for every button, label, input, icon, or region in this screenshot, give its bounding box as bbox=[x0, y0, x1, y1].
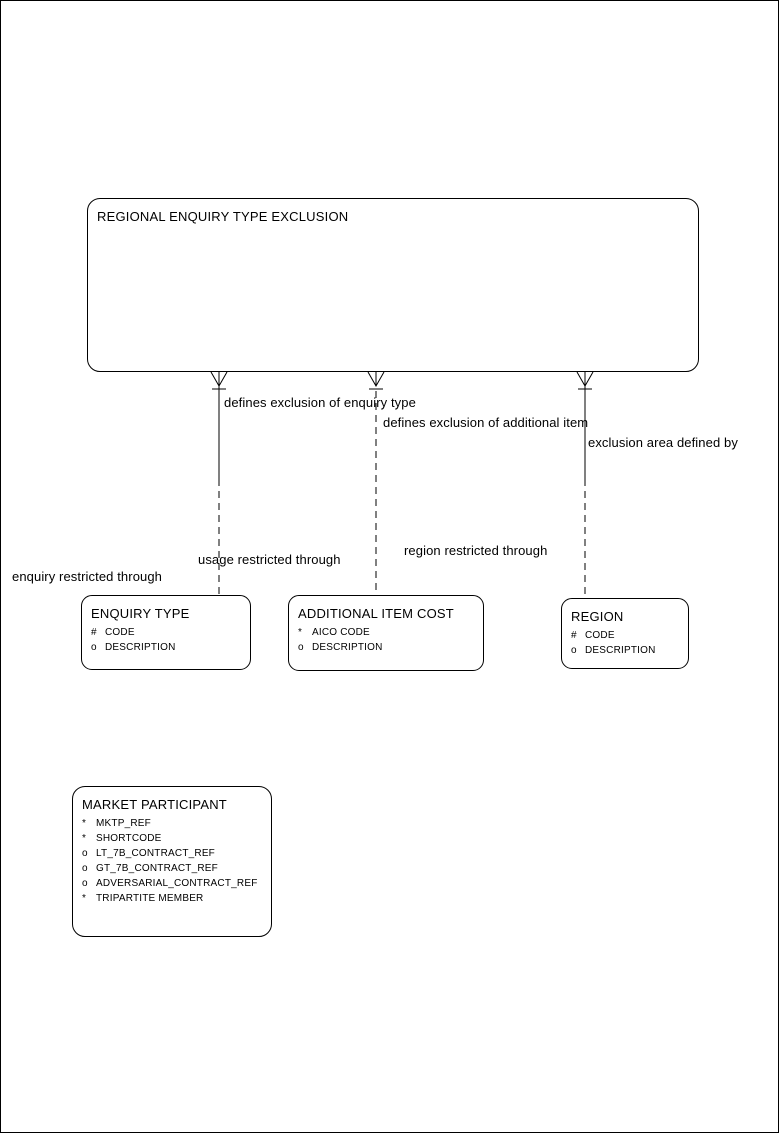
entity-enquiry-type[interactable] bbox=[81, 595, 251, 670]
attribute-row bbox=[571, 628, 688, 643]
entity-title: ADDITIONAL ITEM COST bbox=[298, 606, 454, 621]
attribute-name: AICO CODE bbox=[312, 627, 370, 638]
attribute-prefix: * bbox=[82, 893, 87, 904]
attribute-name: CODE bbox=[105, 627, 135, 638]
relationship-label-region-restricted-through: region restricted through bbox=[404, 543, 548, 558]
attribute-name: DESCRIPTION bbox=[585, 645, 656, 656]
attribute-prefix: o bbox=[82, 863, 88, 874]
relationship-lines bbox=[1, 1, 779, 1133]
attribute-name: SHORTCODE bbox=[96, 833, 162, 844]
relationship-label-exclusion-area-defined-by: exclusion area defined by bbox=[588, 435, 738, 450]
relationship-label-enquiry-restricted-through: enquiry restricted through bbox=[12, 569, 163, 584]
attribute-row bbox=[82, 861, 271, 876]
attribute-list bbox=[73, 816, 271, 906]
relationship-label-defines-exclusion-of-enquiry-type: defines exclusion of enquiry type bbox=[224, 395, 416, 410]
attribute-row bbox=[298, 625, 483, 640]
attribute-prefix: * bbox=[82, 833, 87, 844]
entity-title: MARKET PARTICIPANT bbox=[82, 797, 227, 812]
entity-regional-enquiry-type-exclusion[interactable] bbox=[87, 198, 699, 372]
attribute-prefix: o bbox=[82, 878, 88, 889]
attribute-row bbox=[82, 876, 271, 891]
attribute-row bbox=[91, 625, 250, 640]
attribute-prefix: o bbox=[571, 645, 577, 656]
attribute-row bbox=[82, 831, 271, 846]
attribute-row bbox=[298, 640, 483, 655]
attribute-row bbox=[82, 846, 271, 861]
attribute-name: TRIPARTITE MEMBER bbox=[96, 893, 204, 904]
attribute-name: MKTP_REF bbox=[96, 818, 151, 829]
attribute-prefix: # bbox=[91, 627, 97, 638]
entity-title: REGIONAL ENQUIRY TYPE EXCLUSION bbox=[97, 209, 349, 224]
relationship-label-defines-exclusion-of-additional-item: defines exclusion of additional item bbox=[383, 415, 589, 430]
entity-title: REGION bbox=[571, 609, 624, 624]
attribute-name: LT_7B_CONTRACT_REF bbox=[96, 848, 215, 859]
entity-additional-item-cost[interactable] bbox=[288, 595, 484, 671]
attribute-row bbox=[571, 643, 688, 658]
attribute-list bbox=[82, 625, 250, 655]
relationship-label-usage-restricted-through: usage restricted through bbox=[198, 552, 341, 567]
entity-title: ENQUIRY TYPE bbox=[91, 606, 190, 621]
attribute-name: GT_7B_CONTRACT_REF bbox=[96, 863, 218, 874]
attribute-list bbox=[562, 628, 688, 658]
attribute-row bbox=[82, 816, 271, 831]
attribute-name: DESCRIPTION bbox=[105, 642, 176, 653]
entity-market-participant[interactable] bbox=[72, 786, 272, 937]
attribute-prefix: o bbox=[91, 642, 97, 653]
attribute-prefix: o bbox=[298, 642, 304, 653]
attribute-row bbox=[91, 640, 250, 655]
entity-region[interactable] bbox=[561, 598, 689, 669]
attribute-prefix: * bbox=[298, 627, 303, 638]
attribute-row bbox=[82, 891, 271, 906]
attribute-prefix: # bbox=[571, 630, 577, 641]
attribute-name: CODE bbox=[585, 630, 615, 641]
attribute-prefix: * bbox=[82, 818, 87, 829]
attribute-prefix: o bbox=[82, 848, 88, 859]
attribute-name: DESCRIPTION bbox=[312, 642, 383, 653]
attribute-name: ADVERSARIAL_CONTRACT_REF bbox=[96, 878, 258, 889]
attribute-list bbox=[289, 625, 483, 655]
relationship-line-region[interactable] bbox=[577, 372, 593, 598]
